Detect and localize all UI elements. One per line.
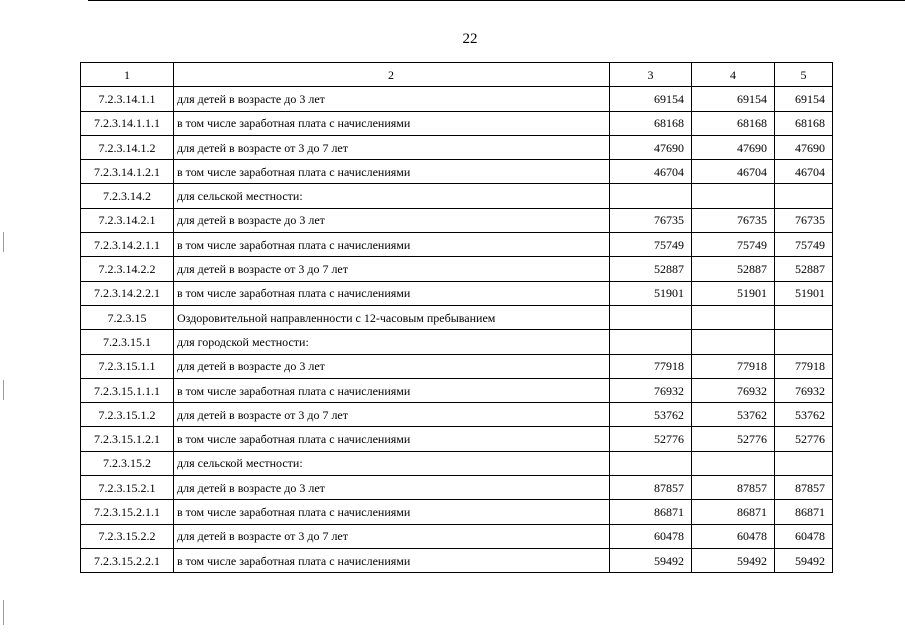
table-row: [81, 111, 833, 135]
table-row: [81, 354, 833, 378]
row-code-cell: 7.2.3.15.1: [81, 330, 174, 354]
row-value-col5-cell: 52887: [775, 257, 833, 281]
row-description-cell: в том числе заработная плата с начислениями: [174, 548, 610, 572]
row-value-col5-cell: 76735: [775, 208, 833, 232]
row-code-cell: 7.2.3.14.1.2: [81, 135, 174, 159]
row-description-cell: в том числе заработная плата с начислениями: [174, 233, 610, 257]
row-code-cell: 7.2.3.15.2.2.1: [81, 548, 174, 572]
row-value-col4-cell: [692, 184, 775, 208]
table-row: [81, 451, 833, 475]
tariff-table: [80, 62, 833, 573]
row-value-col3-cell: [610, 451, 692, 475]
row-value-col3-cell: 76735: [610, 208, 692, 232]
table-row: [81, 548, 833, 572]
row-value-col4-cell: 77918: [692, 354, 775, 378]
table-row: [81, 208, 833, 232]
row-value-col5-cell: 87857: [775, 476, 833, 500]
table-row: [81, 160, 833, 184]
row-value-col3-cell: 52887: [610, 257, 692, 281]
row-value-col5-cell: 46704: [775, 160, 833, 184]
table-row: [81, 87, 833, 111]
row-value-col5-cell: [775, 451, 833, 475]
row-value-col3-cell: 86871: [610, 500, 692, 524]
row-value-col3-cell: 46704: [610, 160, 692, 184]
row-description-cell: для детей в возрасте до 3 лет: [174, 87, 610, 111]
row-value-col5-cell: 69154: [775, 87, 833, 111]
row-code-cell: 7.2.3.15.2.2: [81, 524, 174, 548]
table-row: [81, 305, 833, 329]
row-value-col3-cell: 59492: [610, 548, 692, 572]
row-value-col3-cell: 47690: [610, 135, 692, 159]
row-code-cell: 7.2.3.14.1.2.1: [81, 160, 174, 184]
row-value-col5-cell: 76932: [775, 378, 833, 402]
table-row: [81, 281, 833, 305]
table-row: [81, 184, 833, 208]
table-row: [81, 524, 833, 548]
row-code-cell: 7.2.3.15.2: [81, 451, 174, 475]
row-value-col4-cell: [692, 330, 775, 354]
row-value-col5-cell: 52776: [775, 427, 833, 451]
row-value-col3-cell: 68168: [610, 111, 692, 135]
row-value-col3-cell: [610, 184, 692, 208]
row-value-col5-cell: 59492: [775, 548, 833, 572]
table-row: [81, 476, 833, 500]
row-value-col4-cell: 51901: [692, 281, 775, 305]
row-description-cell: для детей в возрасте от 3 до 7 лет: [174, 403, 610, 427]
row-value-col5-cell: [775, 330, 833, 354]
row-value-col3-cell: [610, 305, 692, 329]
row-description-cell: для детей в возрасте до 3 лет: [174, 476, 610, 500]
header-col-1: 1: [81, 63, 174, 87]
table-row: [81, 233, 833, 257]
row-code-cell: 7.2.3.14.2.2.1: [81, 281, 174, 305]
table-row: [81, 330, 833, 354]
header-col-2: 2: [174, 63, 610, 87]
scan-edge-mark: [3, 380, 4, 400]
table-row: [81, 135, 833, 159]
table-row: [81, 500, 833, 524]
row-description-cell: Оздоровительной направленности с 12-часовым пребыванием: [174, 305, 610, 329]
table-row: [81, 403, 833, 427]
row-value-col4-cell: 76932: [692, 378, 775, 402]
row-code-cell: 7.2.3.15: [81, 305, 174, 329]
row-value-col4-cell: 47690: [692, 135, 775, 159]
row-description-cell: в том числе заработная плата с начислениями: [174, 160, 610, 184]
header-col-5: 5: [775, 63, 833, 87]
row-code-cell: 7.2.3.14.1.1: [81, 87, 174, 111]
row-description-cell: для детей в возрасте от 3 до 7 лет: [174, 524, 610, 548]
row-value-col4-cell: 87857: [692, 476, 775, 500]
row-description-cell: для сельской местности:: [174, 184, 610, 208]
row-value-col3-cell: 69154: [610, 87, 692, 111]
row-description-cell: для сельской местности:: [174, 451, 610, 475]
row-value-col4-cell: 68168: [692, 111, 775, 135]
row-description-cell: для детей в возрасте от 3 до 7 лет: [174, 257, 610, 281]
row-code-cell: 7.2.3.15.2.1.1: [81, 500, 174, 524]
row-value-col3-cell: [610, 330, 692, 354]
row-description-cell: в том числе заработная плата с начислениями: [174, 500, 610, 524]
row-value-col4-cell: 53762: [692, 403, 775, 427]
row-value-col3-cell: 53762: [610, 403, 692, 427]
row-value-col4-cell: 75749: [692, 233, 775, 257]
row-value-col5-cell: 77918: [775, 354, 833, 378]
header-col-3: 3: [610, 63, 692, 87]
row-value-col5-cell: 86871: [775, 500, 833, 524]
row-code-cell: 7.2.3.14.2: [81, 184, 174, 208]
page-number: 22: [462, 31, 478, 47]
row-value-col4-cell: 59492: [692, 548, 775, 572]
row-value-col5-cell: 68168: [775, 111, 833, 135]
row-value-col3-cell: 52776: [610, 427, 692, 451]
row-value-col4-cell: [692, 451, 775, 475]
row-code-cell: 7.2.3.15.2.1: [81, 476, 174, 500]
row-description-cell: в том числе заработная плата с начислениями: [174, 281, 610, 305]
row-description-cell: для городской местности:: [174, 330, 610, 354]
row-description-cell: в том числе заработная плата с начислениями: [174, 427, 610, 451]
row-value-col4-cell: 60478: [692, 524, 775, 548]
row-code-cell: 7.2.3.15.1.2: [81, 403, 174, 427]
row-description-cell: для детей в возрасте до 3 лет: [174, 354, 610, 378]
row-code-cell: 7.2.3.14.2.1.1: [81, 233, 174, 257]
row-value-col4-cell: 46704: [692, 160, 775, 184]
row-value-col5-cell: 75749: [775, 233, 833, 257]
row-value-col5-cell: 51901: [775, 281, 833, 305]
row-code-cell: 7.2.3.14.2.2: [81, 257, 174, 281]
table-row: [81, 257, 833, 281]
row-code-cell: 7.2.3.15.1.2.1: [81, 427, 174, 451]
scan-edge-mark: [3, 600, 4, 625]
row-value-col4-cell: [692, 305, 775, 329]
row-value-col5-cell: 47690: [775, 135, 833, 159]
row-description-cell: для детей в возрасте от 3 до 7 лет: [174, 135, 610, 159]
row-code-cell: 7.2.3.14.1.1.1: [81, 111, 174, 135]
scan-edge-mark: [3, 232, 4, 252]
row-value-col3-cell: 75749: [610, 233, 692, 257]
header-col-4: 4: [692, 63, 775, 87]
row-description-cell: в том числе заработная плата с начислениями: [174, 111, 610, 135]
row-value-col5-cell: 53762: [775, 403, 833, 427]
row-value-col5-cell: [775, 184, 833, 208]
row-value-col3-cell: 60478: [610, 524, 692, 548]
row-description-cell: в том числе заработная плата с начислениями: [174, 378, 610, 402]
row-value-col4-cell: 76735: [692, 208, 775, 232]
row-value-col3-cell: 76932: [610, 378, 692, 402]
table-row: [81, 427, 833, 451]
row-code-cell: 7.2.3.15.1.1.1: [81, 378, 174, 402]
row-value-col4-cell: 86871: [692, 500, 775, 524]
row-value-col5-cell: 60478: [775, 524, 833, 548]
top-border-line: [88, 0, 905, 1]
row-value-col4-cell: 52776: [692, 427, 775, 451]
row-value-col3-cell: 77918: [610, 354, 692, 378]
table-header-row: [81, 63, 833, 87]
row-value-col4-cell: 69154: [692, 87, 775, 111]
row-value-col5-cell: [775, 305, 833, 329]
row-code-cell: 7.2.3.14.2.1: [81, 208, 174, 232]
row-value-col3-cell: 51901: [610, 281, 692, 305]
row-value-col3-cell: 87857: [610, 476, 692, 500]
row-value-col4-cell: 52887: [692, 257, 775, 281]
row-description-cell: для детей в возрасте до 3 лет: [174, 208, 610, 232]
row-code-cell: 7.2.3.15.1.1: [81, 354, 174, 378]
table-row: [81, 378, 833, 402]
